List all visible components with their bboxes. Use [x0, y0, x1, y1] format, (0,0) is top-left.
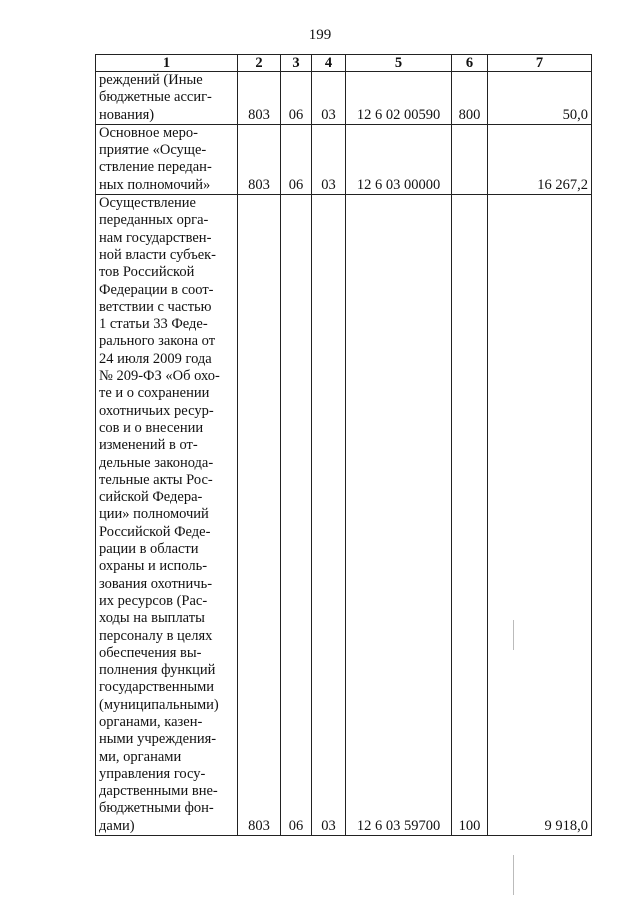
target-code: 12 6 02 00590 [346, 72, 452, 125]
header-col-3: 3 [281, 55, 312, 72]
header-col-7: 7 [488, 55, 592, 72]
expense-type-code: 800 [452, 72, 488, 125]
expense-type-code [452, 124, 488, 194]
row-name-cell [96, 195, 238, 836]
subsection-code: 03 [312, 124, 346, 194]
header-col-4: 4 [312, 55, 346, 72]
table-row [96, 124, 592, 194]
row-name: Основное меро- приятие «Осуще- ствление передан- ных полномочий» [99, 124, 212, 193]
header-col-6: 6 [452, 55, 488, 72]
subsection-code: 03 [312, 195, 346, 836]
amount: 9 918,0 [488, 195, 592, 836]
section-code: 06 [281, 124, 312, 194]
subsection-code: 03 [312, 72, 346, 125]
table-header-row [96, 55, 592, 72]
section-code: 06 [281, 72, 312, 125]
scan-artifact-line [513, 620, 514, 650]
expense-type-code: 100 [452, 195, 488, 836]
row-name-cell [96, 72, 238, 125]
row-name: Осуществление переданных орга- нам государствен- ной власти субъек- тов Российской Федерации в соот- ветствии с частью 1 статьи 33 Феде- рального закона от 24 июля 2009 года № 209-ФЗ «Об охо- те и о сохранении охотничьих ресур- сов и о внесении изменений в от- дельные законода- тельные акты Рос- сийской Федера- ции» полномочий Российской Феде- рации в области охраны и исполь- зования охотничь- их ресурсов (Рас- ходы на выплаты персоналу в целях обеспечения вы- полнения функций государственными (муниципальными) органами, казен- ными учреждения- ми, органами управления госу- дарственными вне- бюджетными фон- дами) [99, 195, 220, 834]
row-name-cell [96, 124, 238, 194]
scan-artifact-line [513, 855, 514, 895]
ministry-code: 803 [238, 195, 281, 836]
section-code: 06 [281, 195, 312, 836]
amount: 16 267,2 [488, 124, 592, 194]
row-name: реждений (Иные бюджетные ассиг- нования) [99, 72, 212, 123]
amount: 50,0 [488, 72, 592, 125]
target-code: 12 6 03 00000 [346, 124, 452, 194]
table-row [96, 195, 592, 836]
budget-table [95, 54, 592, 836]
table-row [96, 72, 592, 125]
header-col-1: 1 [96, 55, 238, 72]
ministry-code: 803 [238, 124, 281, 194]
header-col-2: 2 [238, 55, 281, 72]
page-number: 199 [308, 27, 332, 43]
header-col-5: 5 [346, 55, 452, 72]
ministry-code: 803 [238, 72, 281, 125]
target-code: 12 6 03 59700 [346, 195, 452, 836]
